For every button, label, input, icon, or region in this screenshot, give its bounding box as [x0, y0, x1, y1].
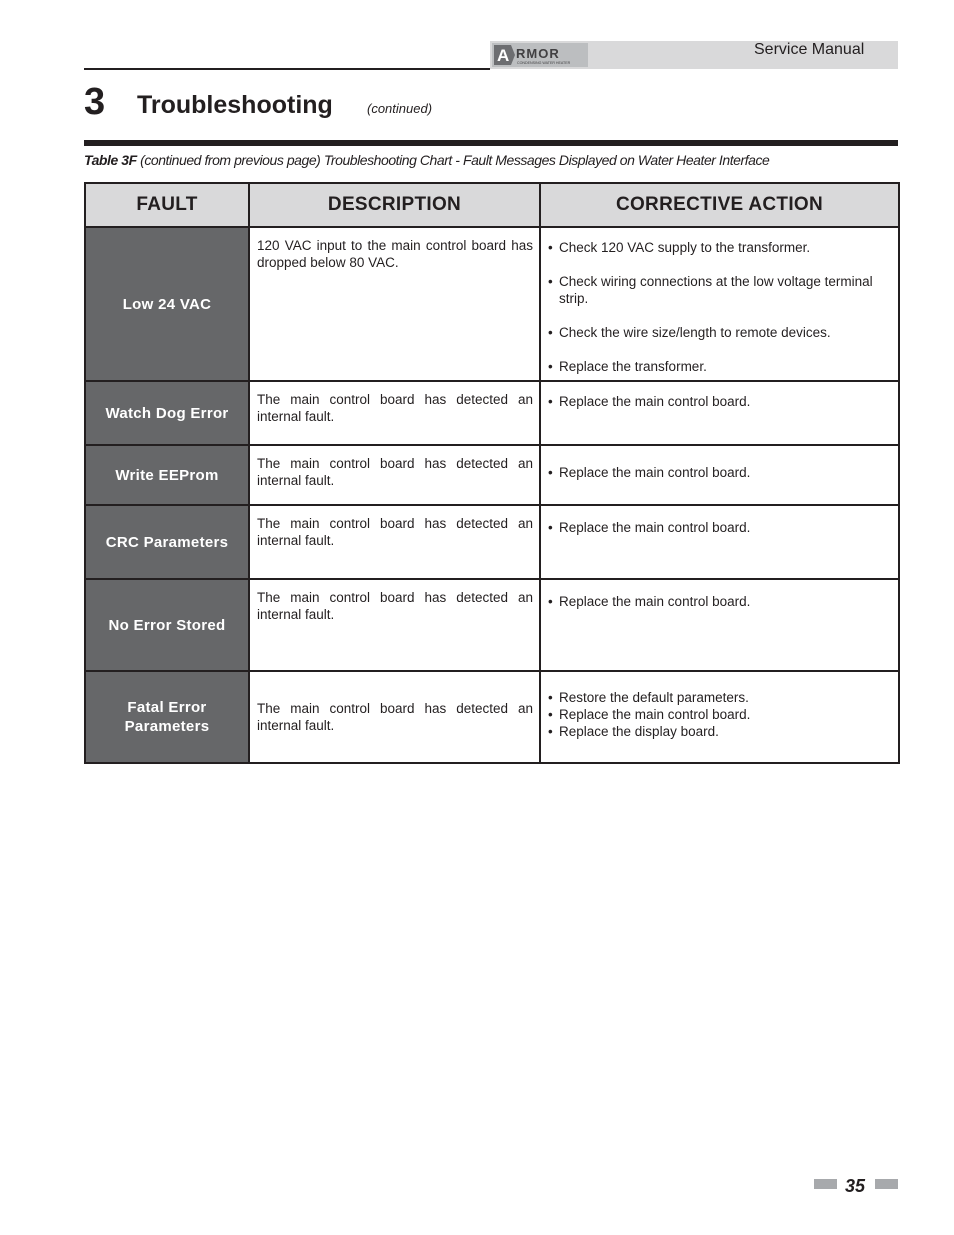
fault-description: The main control board has detected an internal fault. — [249, 381, 540, 445]
fault-name: No Error Stored — [85, 579, 249, 671]
table-caption — [84, 152, 914, 168]
fault-description: The main control board has detected an internal fault. — [249, 505, 540, 579]
action-item: • Check wiring connections at the low voltage terminal strip. — [548, 273, 892, 307]
chapter-title: Troubleshooting — [137, 91, 333, 119]
header-description: DESCRIPTION — [249, 183, 540, 227]
fault-name: Low 24 VAC — [85, 227, 249, 381]
corrective-action — [540, 381, 899, 445]
header-rule — [84, 68, 490, 70]
manual-title: Service Manual — [754, 41, 865, 58]
table-header-row — [85, 183, 899, 227]
section-divider — [84, 140, 898, 146]
page-footer — [814, 1175, 898, 1199]
fault-name: CRC Parameters — [85, 505, 249, 579]
action-item: • Replace the main control board. — [548, 706, 892, 723]
action-item: • Replace the main control board. — [548, 464, 892, 481]
table-row — [85, 671, 899, 763]
action-item: • Check the wire size/length to remote devices. — [548, 324, 892, 341]
header-fault: FAULT — [85, 183, 249, 227]
armor-logo — [492, 43, 588, 67]
table-row — [85, 579, 899, 671]
svg-text:RMOR: RMOR — [516, 46, 560, 61]
corrective-action — [540, 227, 899, 381]
fault-description: 120 VAC input to the main control board has dropped below 80 VAC. — [249, 227, 540, 381]
chapter-continued: (continued) — [367, 101, 433, 116]
action-item: • Replace the transformer. — [548, 358, 892, 375]
table-row — [85, 505, 899, 579]
table-caption-text: (continued from previous page) Troubleshooting Chart - Fault Messages Displayed on Water Heater Interface — [136, 152, 770, 168]
table-label: Table 3F — [84, 152, 137, 168]
table-row — [85, 227, 899, 381]
action-item: • Replace the main control board. — [548, 593, 892, 610]
action-item: • Replace the display board. — [548, 723, 892, 740]
action-item: • Replace the main control board. — [548, 519, 892, 536]
troubleshooting-table — [84, 182, 900, 764]
header-corrective-action: CORRECTIVE ACTION — [540, 183, 899, 227]
corrective-action — [540, 579, 899, 671]
action-item: • Restore the default parameters. — [548, 689, 892, 706]
fault-name-line: Parameters — [124, 718, 210, 735]
action-item: • Check 120 VAC supply to the transformer. — [548, 239, 892, 256]
fault-description: The main control board has detected an internal fault. — [249, 671, 540, 763]
fault-description: The main control board has detected an internal fault. — [249, 445, 540, 505]
corrective-action — [540, 445, 899, 505]
fault-description: The main control board has detected an internal fault. — [249, 579, 540, 671]
fault-name-line: Fatal Error — [127, 699, 207, 716]
fault-name: Write EEProm — [85, 445, 249, 505]
corrective-action — [540, 505, 899, 579]
page-number: 35 — [845, 1176, 866, 1196]
fault-name: Watch Dog Error — [85, 381, 249, 445]
svg-text:A: A — [497, 46, 510, 65]
corrective-action — [540, 671, 899, 763]
chapter-number: 3 — [84, 81, 106, 123]
action-item: • Replace the main control board. — [548, 393, 892, 410]
table-row — [85, 381, 899, 445]
footer-bar-right — [875, 1179, 898, 1189]
fault-name — [85, 671, 249, 763]
svg-text:CONDENSING WATER HEATER: CONDENSING WATER HEATER — [517, 61, 571, 65]
table-row — [85, 445, 899, 505]
footer-bar-left — [814, 1179, 837, 1189]
